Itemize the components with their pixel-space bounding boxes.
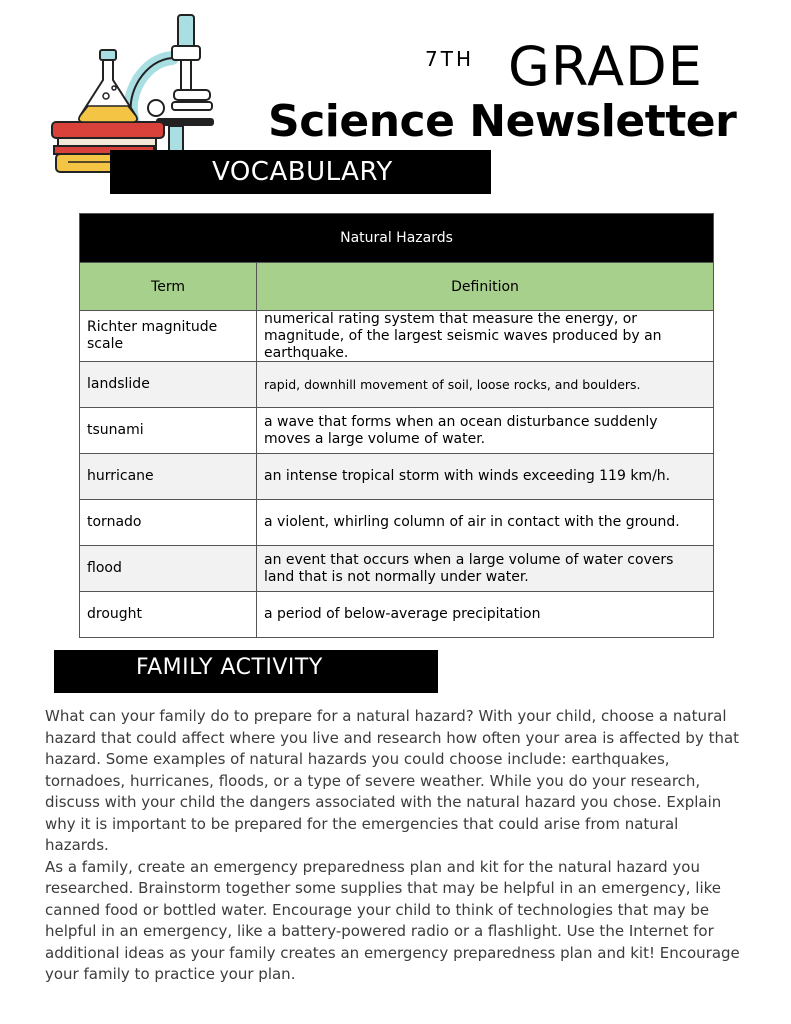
- activity-paragraph-2: As a family, create an emergency preparedness plan and kit for the natural hazard you researched. Brainstorm together some supplies that may be helpful in an emergency, like canned food or bottled water. Encourage your child to think of technologies that may be helpful in an emergency, like a battery-powered radio or a flashlight. Use the Internet for additional ideas as your family creates an emergency preparedness plan and kit! Encourage your family to practice your plan.: [45, 857, 740, 983]
- table-row: [80, 311, 714, 362]
- table-row: [80, 362, 714, 408]
- family-activity-heading: FAMILY ACTIVITY: [136, 655, 323, 680]
- term-cell: hurricane: [80, 454, 257, 500]
- term-cell: drought: [80, 592, 257, 638]
- term-cell: landslide: [80, 362, 257, 408]
- definition-cell: an event that occurs when a large volume of water covers land that is not normally under water.: [257, 546, 714, 592]
- definition-cell: rapid, downhill movement of soil, loose rocks, and boulders.: [257, 362, 714, 408]
- table-row: [80, 592, 714, 638]
- term-cell: tornado: [80, 500, 257, 546]
- column-header-term: Term: [80, 263, 257, 311]
- vocabulary-heading: VOCABULARY: [212, 157, 393, 187]
- grade-digit: 7: [425, 47, 441, 71]
- grade-word: GRADE: [508, 35, 703, 98]
- table-row: [80, 454, 714, 500]
- definition-cell: numerical rating system that measure the energy, or magnitude, of the largest seismic waves produced by an earthquake.: [257, 311, 714, 362]
- table-caption: Natural Hazards: [80, 214, 714, 263]
- definition-cell: an intense tropical storm with winds exceeding 119 km/h.: [257, 454, 714, 500]
- table-row: [80, 546, 714, 592]
- grade-number: [425, 40, 474, 73]
- term-cell: tsunami: [80, 408, 257, 454]
- definition-cell: a wave that forms when an ocean disturbance suddenly moves a large volume of water.: [257, 408, 714, 454]
- table-row: [80, 408, 714, 454]
- grade-suffix: TH: [440, 47, 474, 71]
- definition-cell: a violent, whirling column of air in contact with the ground.: [257, 500, 714, 546]
- activity-paragraph-1: What can your family do to prepare for a natural hazard? With your child, choose a natural hazard that could affect where you live and research how often your area is affected by that hazard. Some examples of natural hazards you could choose include: earthquakes, tornadoes, hurricanes, floods, or a type of severe weather. While you do your research, discuss with your child the dangers associated with the natural hazard you chose. Explain why it is important to be prepared for the emergencies that could arise from natural hazards.: [45, 707, 740, 854]
- vocabulary-table: [79, 213, 714, 638]
- term-cell: Richter magnitude scale: [80, 311, 257, 362]
- newsletter-title: Science Newsletter: [268, 96, 737, 147]
- table-row: [80, 500, 714, 546]
- vocabulary-banner: [110, 150, 491, 194]
- family-activity-text: [45, 706, 745, 986]
- term-cell: flood: [80, 546, 257, 592]
- column-header-definition: Definition: [257, 263, 714, 311]
- definition-cell: a period of below-average precipitation: [257, 592, 714, 638]
- family-activity-banner: [54, 650, 438, 693]
